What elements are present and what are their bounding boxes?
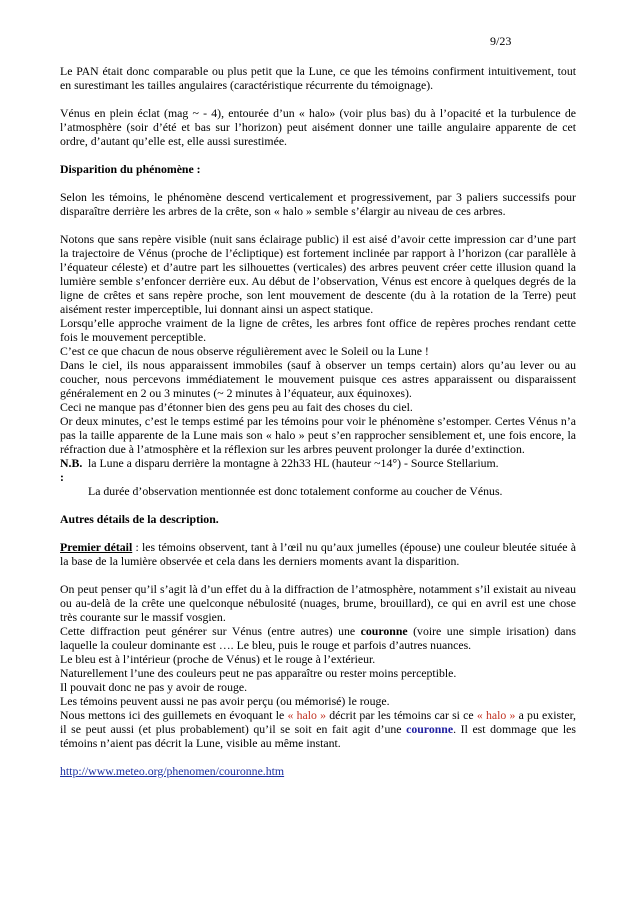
couronne-highlight: couronne (406, 722, 454, 736)
heading-disparition: Disparition du phénomène : (60, 162, 201, 176)
paragraph-sky: Dans le ciel, ils nous apparaissent immobiles (sauf à observer un temps certain) alors qu’au lever ou au coucher, nous percevons immédiatement le mouvement puisque ces astres apparaissent ou disparaissent généralement en 2 ou 3 minutes (~ 2 minutes à l’équateur, aux équinoxes). (60, 358, 576, 400)
guillemets-text-d: . Il est dommage que les témoins n’aient pas décrit la Lune, visible au même instant. (60, 722, 576, 750)
paragraph-illusion: Notons que sans repère visible (nuit sans éclairage public) il est aisé d’avoir cette impression car d’une part la trajectoire de Vénus (proche de l’écliptique) est fortement inclinée par rapport à l’horizon (car parallèle à l’équateur céleste) et d’autre part les silhouettes (verticales) des arbres peuvent créer cette illusion quand la lumière semble s’enfoncer derrière eux. Au début de l’observation, Vénus est encore à quelques degrés de la ligne de crêtes et sans repère proche, son lent mouvement de descente (du à la rotation de la Terre) peut aisément rester imperceptible, lui donnant ainsi un aspect statique. (60, 232, 576, 316)
paragraph-not-perceived: Les témoins peuvent aussi ne pas avoir perçu (ou mémorisé) le rouge. (60, 694, 390, 708)
page-number: 9/23 (490, 34, 512, 48)
premier-detail-label: Premier détail (60, 540, 133, 554)
guillemets-text-c: a pu exister, il se peut aussi (et plus probablement) qu’il se soit en fait agit d’une (60, 708, 576, 736)
paragraph-descent: Selon les témoins, le phénomène descend verticalement et progressivement, par 3 paliers successifs pour disparaître derrière les arbres de la crête, son « halo » semble s’élargir au niveau de ces arbres. (60, 190, 576, 218)
paragraph-diffraction: On peut penser qu’il s’agit là d’un effet du à la diffraction de l’atmosphère, notamment s’il existait au niveau ou au-delà de la crête une quelconque nébulosité (nuages, brume, brouillard), ce qui en avril est une chose très courante sur le massif vosgien. (60, 582, 576, 624)
paragraph-pan-comparison: Le PAN était donc comparable ou plus petit que la Lune, ce que les témoins confirment intuitivement, tout en surestimant les tailles angulaires (caractéristique récurrente du témoignage). (60, 64, 576, 92)
premier-detail-text: : les témoins observent, tant à l’œil nu qu’aux jumelles (épouse) une couleur bleutée située à la base de la lumière observée et cela dans les derniers moments avant la disparition. (60, 540, 576, 568)
guillemets-text-a: Nous mettons ici des guillemets en évoquant le (60, 708, 288, 722)
paragraph-couronne (60, 624, 576, 652)
paragraph-blue-red: Le bleu est à l’intérieur (proche de Vénus) et le rouge à l’extérieur. (60, 652, 376, 666)
guillemets-text-b: décrit par les témoins car si ce (326, 708, 477, 722)
couronne-text-b: (voire une simple irisation) dans laquelle la couleur dominante est …. Le bleu, puis le rouge et parfois d’autres nuances. (60, 624, 576, 652)
couronne-bold: couronne (360, 624, 408, 638)
paragraph-venus-halo: Vénus en plein éclat (mag ~ - 4), entourée d’un « halo» (voir plus bas) du à l’opacité et la turbulence de l’atmosphère (soir d’été et bas sur l’horizon) peut aisément donner une taille angulaire apparente de cet ordre, d’autant qu’elle est, elle aussi surestimée. (60, 106, 576, 148)
halo-quote-2: « halo » (476, 708, 516, 722)
paragraph-ridge: Lorsqu’elle approche vraiment de la ligne de crêtes, les arbres font office de repères proches rendant cette fois le mouvement perceptible. (60, 316, 576, 344)
page-content (60, 64, 576, 778)
nb-note (60, 456, 576, 484)
paragraph-colours: Naturellement l’une des couleurs peut ne pas apparaître ou rester moins perceptible. (60, 666, 457, 680)
nb-label: N.B. : (60, 456, 83, 484)
heading-autres-details: Autres détails de la description. (60, 512, 219, 526)
paragraph-premier-detail (60, 540, 576, 568)
nb-line-1: la Lune a disparu derrière la montagne à 22h33 HL (hauteur ~14°) - Source Stellarium. (88, 456, 499, 470)
paragraph-no-red: Il pouvait donc ne pas y avoir de rouge. (60, 680, 248, 694)
paragraph-surprise: Ceci ne manque pas d’étonner bien des gens peu au fait des choses du ciel. (60, 400, 413, 414)
couronne-text-a: Cette diffraction peut générer sur Vénus (entre autres) une (60, 624, 361, 638)
nb-line-2: La durée d’observation mentionnée est donc totalement conforme au coucher de Vénus. (88, 484, 503, 498)
halo-quote-1: « halo » (287, 708, 327, 722)
paragraph-two-minutes: Or deux minutes, c’est le temps estimé par les témoins pour voir le phénomène s’estomper. Certes Vénus n’a pas la taille apparente de la Lune mais son « halo » peut s’en rapprocher sensiblement et, une fois encore, la réfraction due à l’atmosphère et la réflexion sur les arbres peuvent prolonger la durée d’extinction. (60, 414, 576, 456)
paragraph-sun-moon: C’est ce que chacun de nous observe régulièrement avec le Soleil ou la Lune ! (60, 344, 429, 358)
paragraph-guillemets (60, 708, 576, 750)
meteo-link[interactable]: http://www.meteo.org/phenomen/couronne.htm (60, 764, 285, 778)
